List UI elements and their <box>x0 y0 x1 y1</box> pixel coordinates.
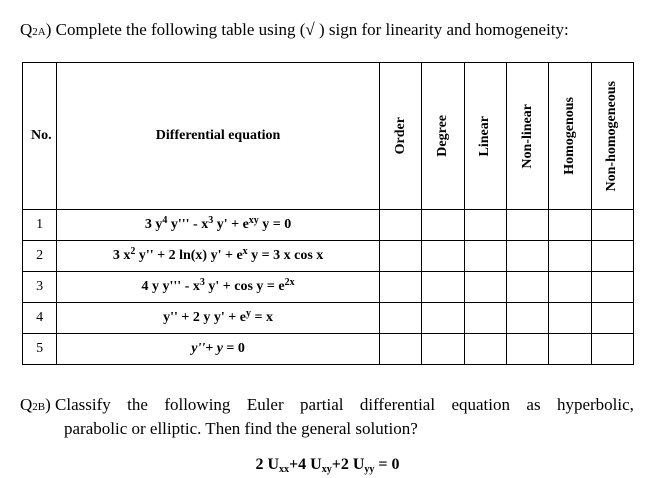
header-nonhomogeneous <box>591 63 633 210</box>
linear-cell[interactable] <box>464 272 506 303</box>
table-header-row <box>23 63 634 210</box>
nonhomogeneous-cell[interactable] <box>591 303 633 334</box>
linear-cell[interactable] <box>464 210 506 241</box>
homogenous-cell[interactable] <box>549 241 591 272</box>
header-linear-label: Linear <box>477 115 493 157</box>
question-2a-prompt <box>20 20 569 40</box>
nonlinear-cell[interactable] <box>506 272 548 303</box>
header-order-label: Order <box>392 117 408 155</box>
homogenous-cell[interactable] <box>549 334 591 365</box>
homogenous-cell[interactable] <box>549 303 591 334</box>
header-nonhomogeneous-label: Non-homogeneous <box>604 80 620 192</box>
degree-cell[interactable] <box>422 210 464 241</box>
header-degree-label: Degree <box>434 115 450 157</box>
nonlinear-cell[interactable] <box>506 303 548 334</box>
row-number: 3 <box>23 272 57 303</box>
equation-cell: y'' + 2 y $y' + e^y = x$ <box>57 303 380 334</box>
header-linear <box>464 63 506 210</box>
order-cell[interactable] <box>379 272 421 303</box>
linear-cell[interactable] <box>464 241 506 272</box>
table-row <box>23 272 634 303</box>
q2b-word: the <box>127 395 148 414</box>
nonlinear-cell[interactable] <box>506 241 548 272</box>
q2a-label-sub: 2A <box>32 26 46 38</box>
header-no: No. <box>23 63 57 210</box>
q2b-word: partial <box>300 395 344 414</box>
nonhomogeneous-cell[interactable] <box>591 210 633 241</box>
q2b-word: following <box>164 395 231 414</box>
header-order <box>379 63 421 210</box>
order-cell[interactable] <box>379 334 421 365</box>
nonlinear-cell[interactable] <box>506 210 548 241</box>
equation-cell: 3 $x^2$ y'' + 2 ln(x) $y' + e^x$ y = 3 x cos x <box>57 241 380 272</box>
equation-cell: 4 y y''' - $x^3$ $y' + \cos y = e^{2x}$ <box>57 272 380 303</box>
degree-cell[interactable] <box>422 303 464 334</box>
table-row <box>23 241 634 272</box>
degree-cell[interactable] <box>422 272 464 303</box>
q2b-word: hyperbolic, <box>556 395 634 414</box>
question-2b-prompt <box>20 394 634 439</box>
order-cell[interactable] <box>379 210 421 241</box>
q2a-label: Q <box>20 20 33 39</box>
q2b-line-2: parabolic or elliptic. Then find the general solution? <box>64 419 418 438</box>
q2b-line-1 <box>20 394 634 418</box>
degree-cell[interactable] <box>422 241 464 272</box>
header-degree <box>422 63 464 210</box>
table-row <box>23 303 634 334</box>
row-number: 1 <box>23 210 57 241</box>
nonhomogeneous-cell[interactable] <box>591 334 633 365</box>
header-homogenous-label: Homogenous <box>561 97 577 175</box>
nonhomogeneous-cell[interactable] <box>591 241 633 272</box>
table-row <box>23 210 634 241</box>
nonhomogeneous-cell[interactable] <box>591 272 633 303</box>
homogenous-cell[interactable] <box>549 210 591 241</box>
header-equation: Differential equation <box>57 63 380 210</box>
degree-cell[interactable] <box>422 334 464 365</box>
row-number: 5 <box>23 334 57 365</box>
classification-table <box>22 62 634 365</box>
header-nonlinear-label: Non-linear <box>519 103 535 169</box>
linear-cell[interactable] <box>464 334 506 365</box>
order-cell[interactable] <box>379 303 421 334</box>
q2b-word: differential <box>359 395 436 414</box>
q2b-word: Euler <box>246 395 284 414</box>
q2b-word: equation <box>451 395 511 414</box>
equation-cell: 3 $y^4$ y''' - $x^3$ $y' + e^{xy}$ y = 0 <box>57 210 380 241</box>
header-homogenous <box>549 63 591 210</box>
linear-cell[interactable] <box>464 303 506 334</box>
row-number: 4 <box>23 303 57 334</box>
euler-pde-equation: 2 $U_{xx}+4$ $U_{xy}+2$ $U_{yy} = 0$ <box>255 456 400 475</box>
q2b-word-1: Q2B) Classify <box>20 395 111 414</box>
header-nonlinear <box>506 63 548 210</box>
homogenous-cell[interactable] <box>549 272 591 303</box>
row-number: 2 <box>23 241 57 272</box>
table-row <box>23 334 634 365</box>
q2b-word: as <box>526 395 541 414</box>
order-cell[interactable] <box>379 241 421 272</box>
nonlinear-cell[interactable] <box>506 334 548 365</box>
equation-cell: y''+ y = 0 <box>57 334 380 365</box>
q2a-text: ) Complete the following table using (√ ) sign for linearity and homogeneity: <box>45 20 569 39</box>
